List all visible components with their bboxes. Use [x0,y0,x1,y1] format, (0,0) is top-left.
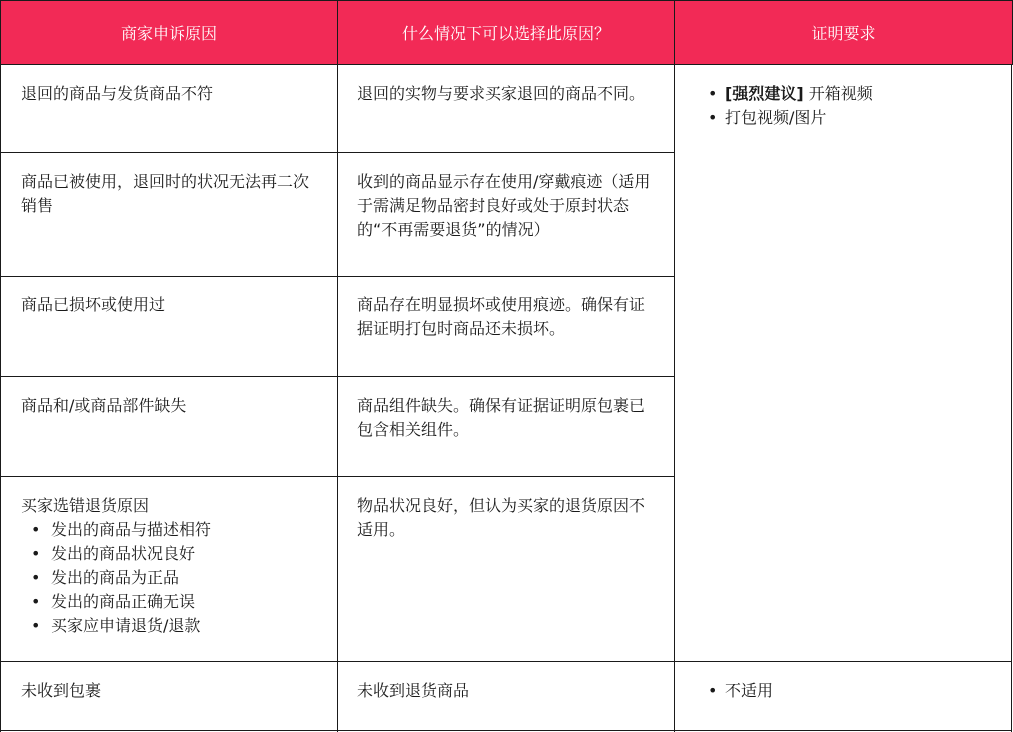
when-cell: 商品组件缺失。确保有证据证明原包裹已包含相关组件。 [357,396,646,439]
reason-cell: 商品已被使用，退回时的状况无法再二次销售 [21,172,310,215]
border-right [1011,65,1012,732]
row-divider [0,376,675,377]
reason-cell: 退回的商品与发货商品不符 [21,84,214,103]
proof-cell [700,82,1000,130]
header-proof: 证明要求 [811,24,876,43]
proof-item: • 打包视频/图片 [700,106,1000,130]
border-bottom [0,730,1012,731]
reason-cell [21,494,321,638]
list-item: • 发出的商品状况良好 [21,542,321,566]
list-item: • 买家应申请退货/退款 [21,614,321,638]
proof-item-strong: [强烈建议] [725,84,804,103]
when-cell: 未收到退货商品 [357,681,470,700]
proof-cell [700,679,1000,703]
when-cell: 商品存在明显损坏或使用痕迹。确保有证据证明打包时商品还未损坏。 [357,295,646,338]
col-divider-2 [674,65,675,732]
reason-cell: 商品已损坏或使用过 [21,295,166,314]
when-cell: 物品状况良好，但认为买家的退货原因不适用。 [357,496,646,539]
row-divider [0,476,675,477]
reason-cell: 商品和/或商品部件缺失 [21,396,187,415]
list-item: • 发出的商品正确无误 [21,590,321,614]
proof-item-text: 开箱视频 [803,84,873,103]
proof-item: • 不适用 [700,679,1000,703]
header-when: 什么情况下可以选择此原因？ [401,24,610,43]
row-divider [0,661,1012,662]
list-item: • 发出的商品为正品 [21,566,321,590]
reason-title: 买家选错退货原因 [21,496,150,515]
reason-bullets [21,518,321,638]
border-left [0,65,1,732]
row-divider [0,152,675,153]
when-cell: 收到的商品显示存在使用/穿戴痕迹（适用于需满足物品密封良好或处于原封状态的“不再需要退货”的情况） [357,172,651,239]
header-reason: 商家申诉原因 [120,24,217,43]
row-divider [0,276,675,277]
when-cell: 退回的实物与要求买家退回的商品不同。 [357,84,646,103]
list-item: • 发出的商品与描述相符 [21,518,321,542]
col-divider-1 [337,65,338,732]
proof-item [700,82,1000,106]
table-header [0,0,1013,65]
reason-cell: 未收到包裹 [21,681,102,700]
